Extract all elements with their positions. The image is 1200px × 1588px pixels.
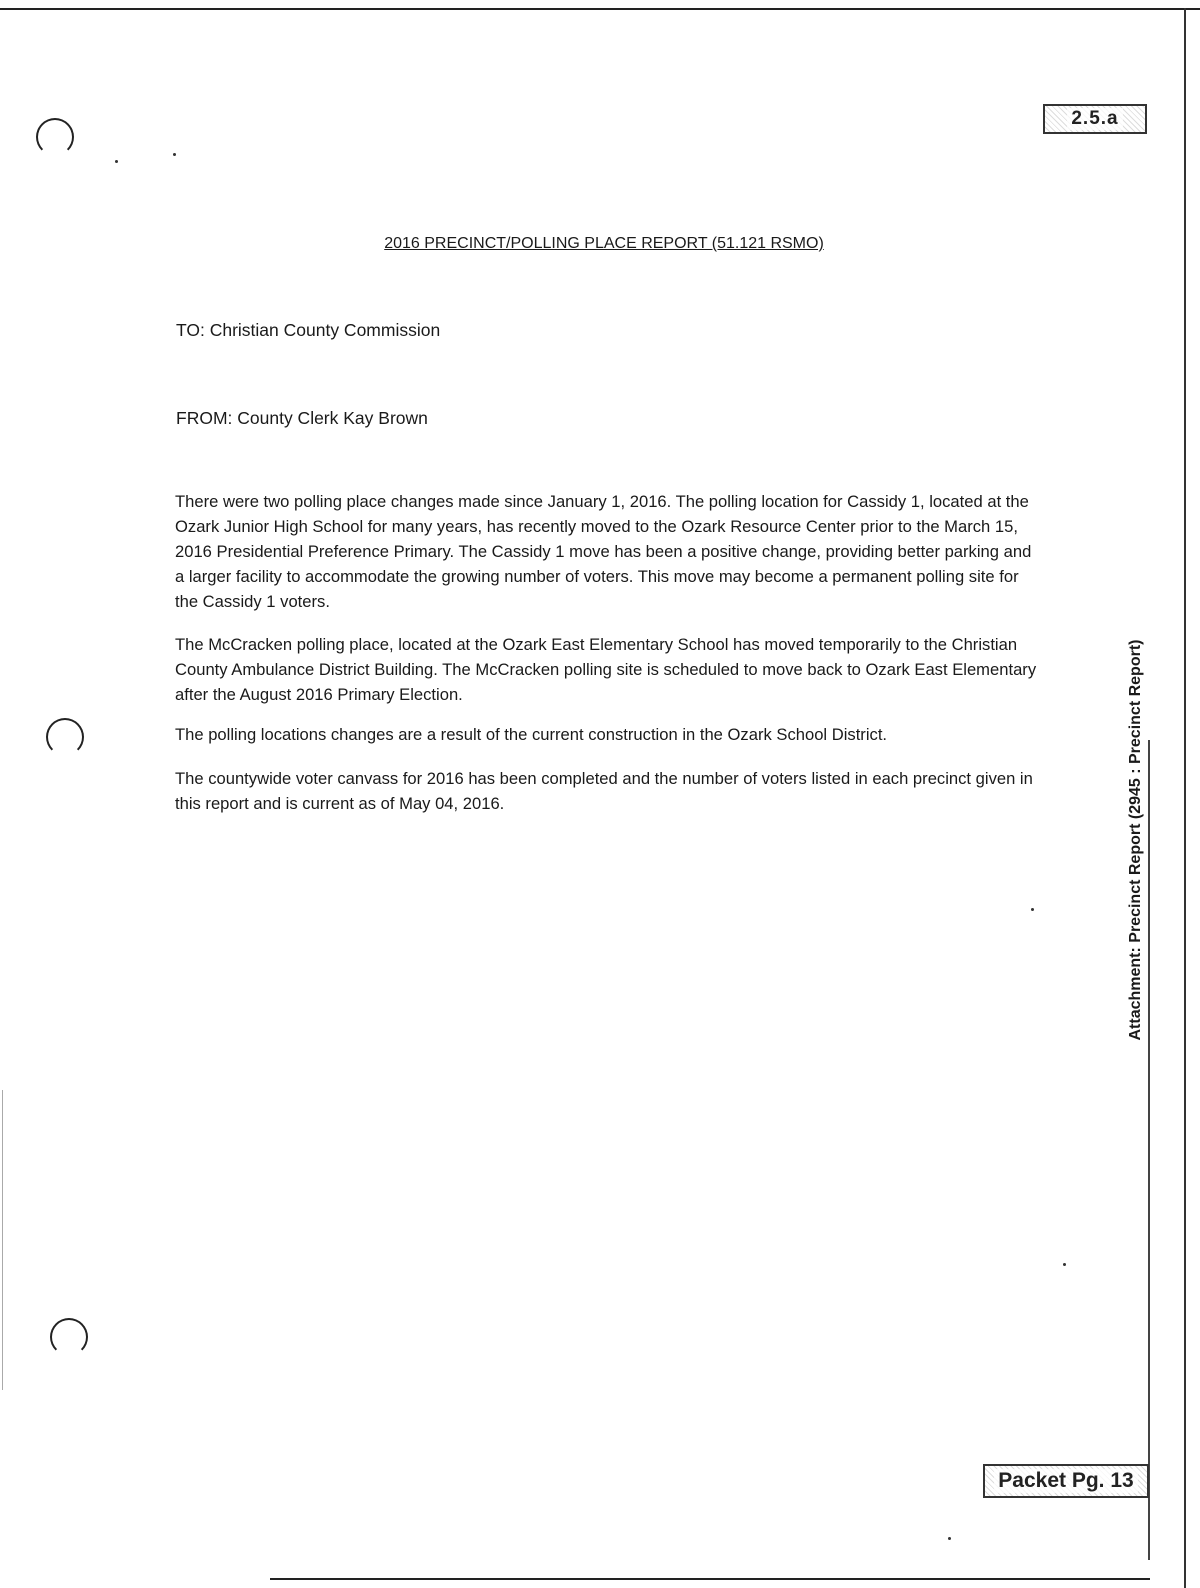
section-badge <box>1043 104 1147 134</box>
body-paragraph: There were two polling place changes made since January 1, 2016. The polling location for Cassidy 1, located at the Ozark Junior High School for many years, has recently moved to the Ozark Resource Center prior to the March 15, 2016 Presidential Preference Primary. The Cassidy 1 move has been a positive change, providing better parking and a larger facility to accommodate the growing number of voters. This move may become a permanent polling site for the Cassidy 1 voters. <box>175 492 1032 611</box>
from-line: FROM: County Clerk Kay Brown <box>176 408 428 428</box>
punch-hole <box>36 118 74 156</box>
margin-rule <box>1148 740 1150 1560</box>
scan-edge-bottom <box>270 1578 1150 1580</box>
scan-edge-left <box>2 1090 3 1390</box>
scan-speck <box>1031 908 1034 911</box>
punch-hole <box>50 1318 88 1356</box>
document-title: 2016 PRECINCT/POLLING PLACE REPORT (51.121 RSMO) <box>384 235 824 252</box>
scan-speck <box>115 160 118 163</box>
body-paragraph: The countywide voter canvass for 2016 has been completed and the number of voters listed in each precinct given in this report and is current as of May 04, 2016. <box>175 769 1033 813</box>
packet-page-badge <box>983 1464 1149 1498</box>
section-badge-label: 2.5.a <box>1067 108 1122 130</box>
scan-speck <box>173 153 176 156</box>
packet-page-label: Packet Pg. 13 <box>994 1469 1137 1493</box>
body-paragraph: The McCracken polling place, located at the Ozark East Elementary School has moved temporarily to the Christian County Ambulance District Building. The McCracken polling site is scheduled to move back to Ozark East Elementary after the August 2016 Primary Election. <box>175 635 1037 704</box>
punch-hole <box>46 718 84 756</box>
scan-speck <box>948 1537 951 1540</box>
attachment-side-label: Attachment: Precinct Report (2945 : Precinct Report) <box>1127 639 1144 1041</box>
scan-edge-top <box>0 8 1200 10</box>
to-line: TO: Christian County Commission <box>176 320 441 340</box>
body-paragraph: The polling locations changes are a result of the current construction in the Ozark School District. <box>175 725 888 744</box>
scan-speck <box>1063 1263 1066 1266</box>
